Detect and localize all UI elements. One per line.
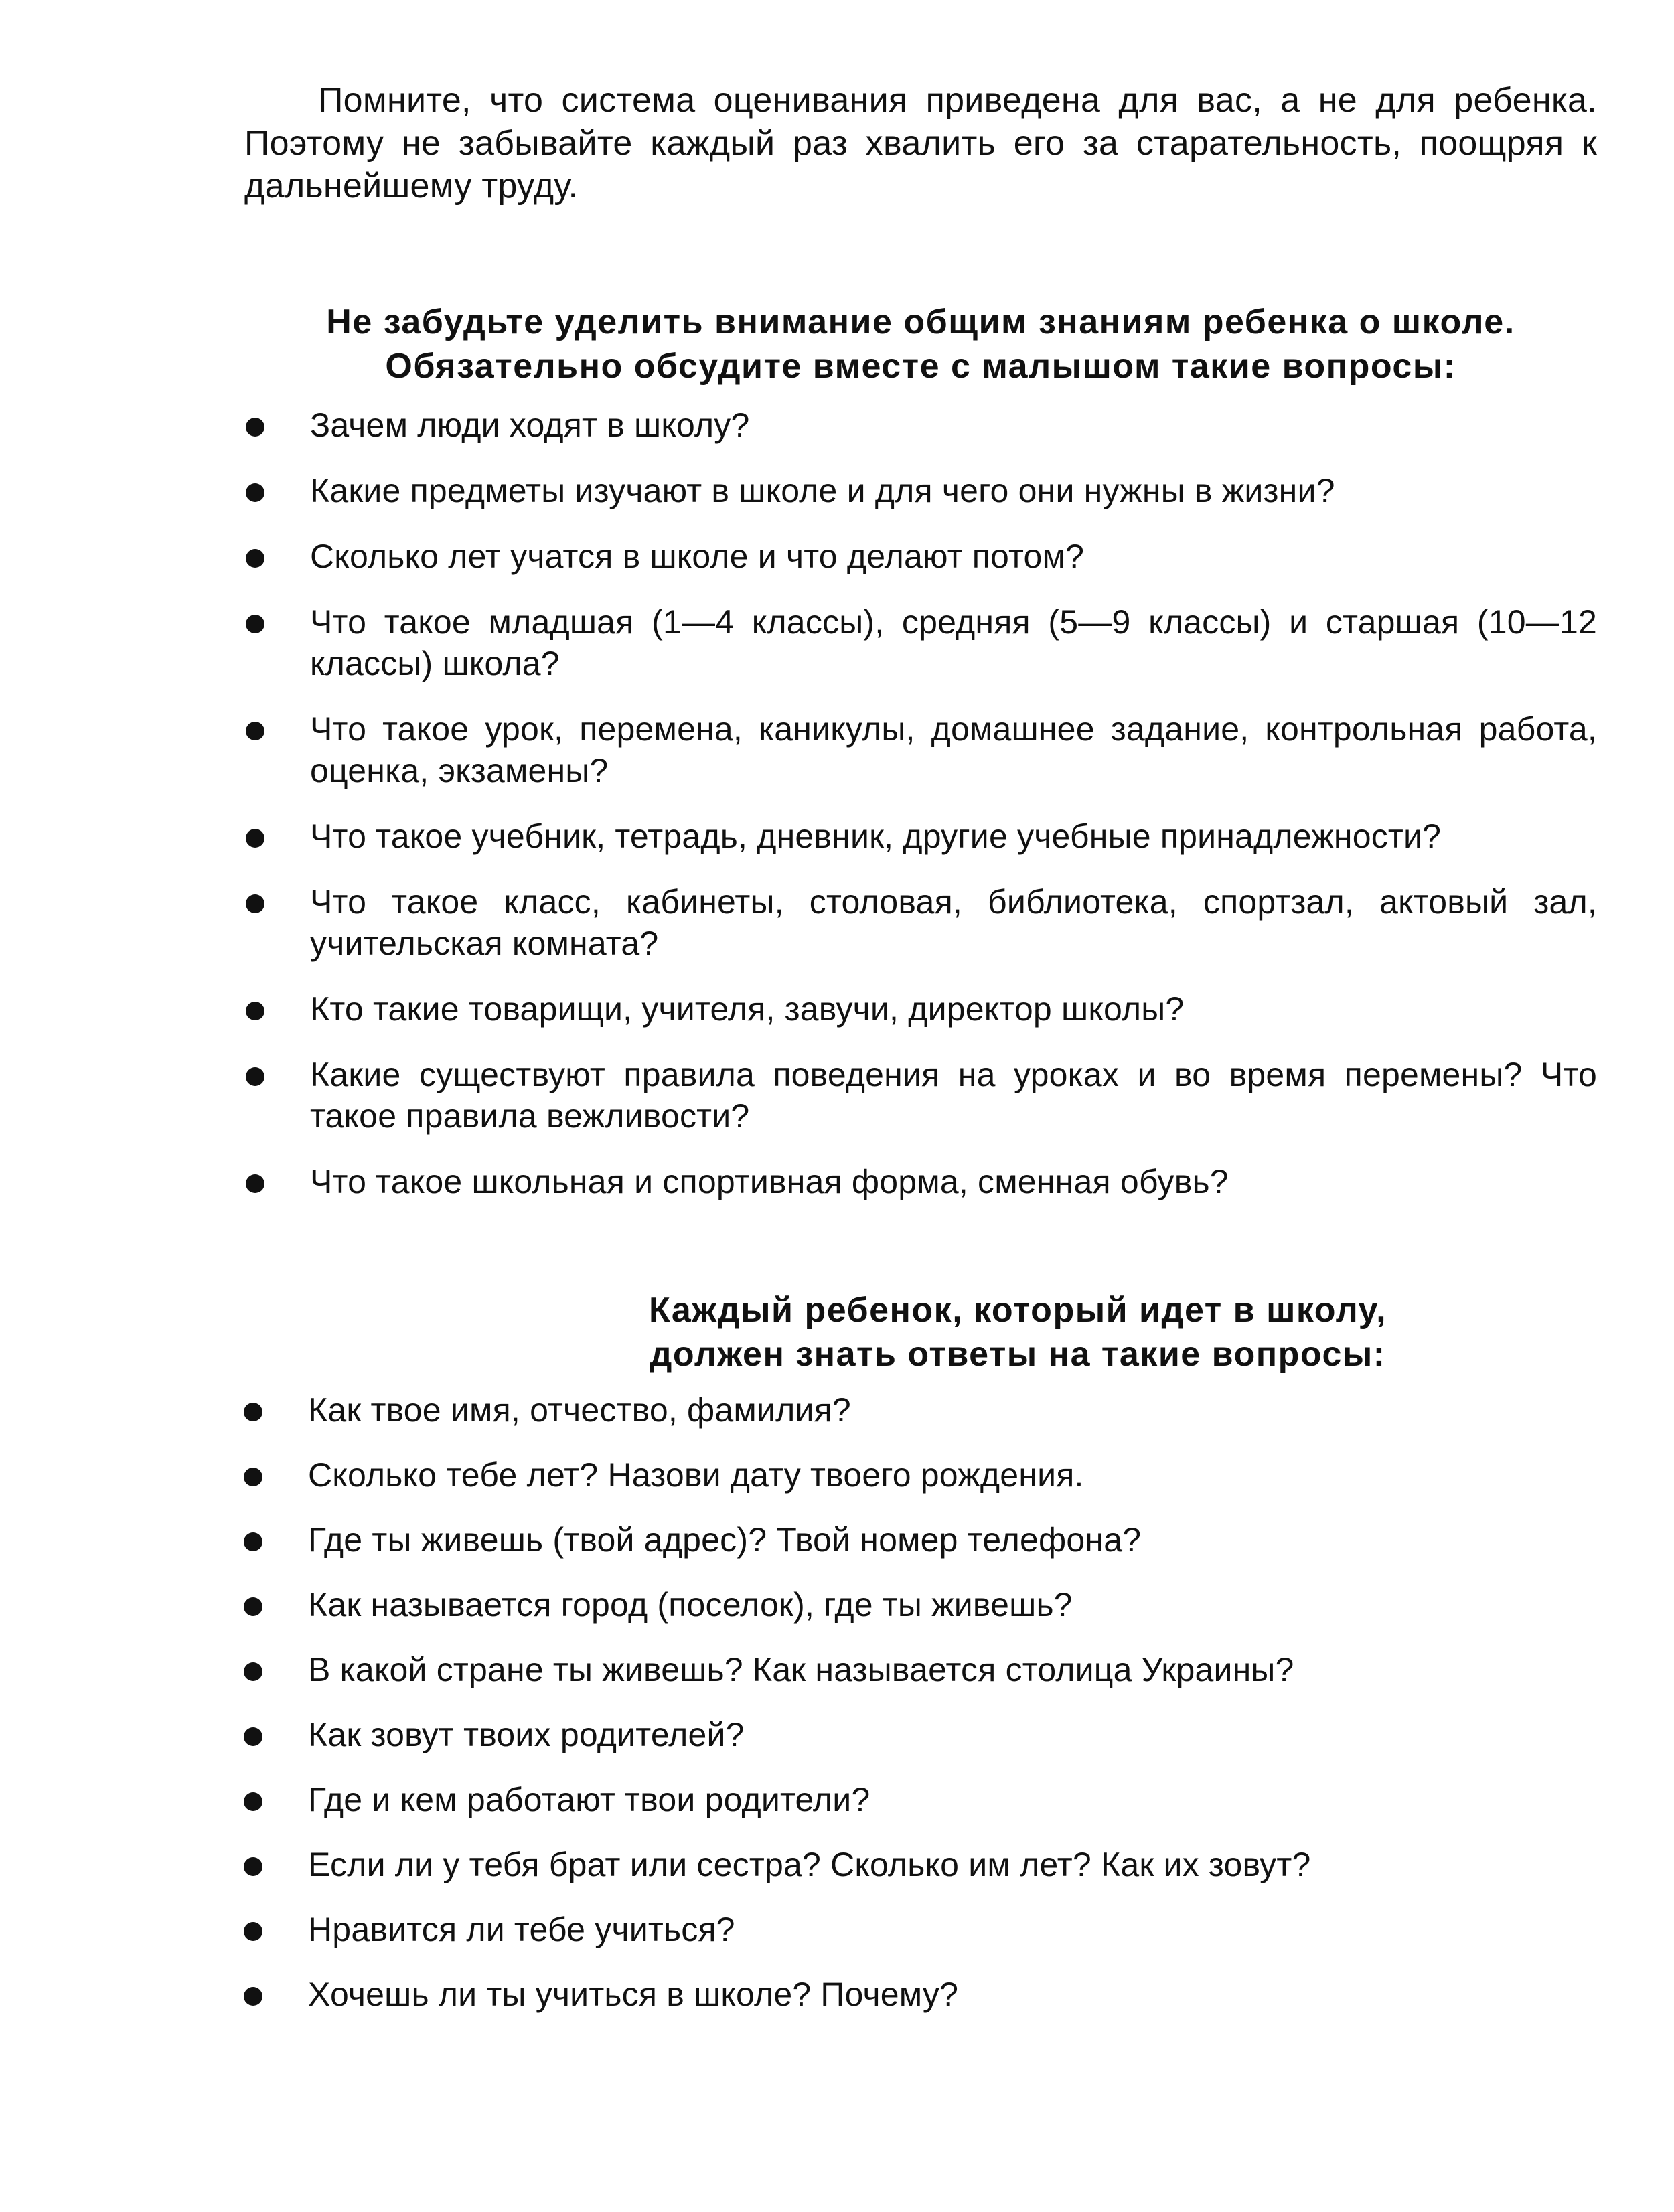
bullet-icon	[246, 1174, 264, 1193]
section2-heading-line1: Каждый ребенок, который идет в школу,	[648, 1291, 1387, 1330]
bullet-icon	[244, 1468, 262, 1486]
list-item-text: Что такое урок, перемена, каникулы, домашнее задание, контрольная работа, оценка, экзамены?	[310, 710, 1597, 789]
list-item-text: Что такое школьная и спортивная форма, сменная обувь?	[310, 1163, 1229, 1200]
list-item	[238, 601, 1597, 684]
list-item	[238, 1054, 1597, 1137]
bullet-icon	[246, 894, 264, 913]
list-item-text: Как зовут твоих родителей?	[308, 1716, 745, 1753]
list-item-text: Какие существуют правила поведения на уроках и во время перемены? Что такое правила вежливости?	[310, 1056, 1597, 1135]
list-item	[236, 1714, 1595, 1755]
bullet-icon	[244, 1922, 262, 1941]
bullet-icon	[246, 722, 264, 740]
bullet-icon	[244, 1662, 262, 1681]
bullet-icon	[244, 1857, 262, 1876]
list-item	[238, 536, 1597, 577]
list-item	[236, 1649, 1595, 1690]
section2-heading	[469, 1288, 1567, 1376]
list-item-text: Что такое класс, кабинеты, столовая, библиотека, спортзал, актовый зал, учительская комната?	[310, 883, 1597, 962]
list-item-text: Зачем люди ходят в школу?	[310, 406, 750, 444]
list-item-text: Сколько лет учатся в школе и что делают потом?	[310, 538, 1085, 575]
list-item	[236, 1909, 1595, 1950]
list-item-text: Если ли у тебя брат или сестра? Сколько им лет? Как их зовут?	[308, 1846, 1311, 1883]
bullet-icon	[246, 1002, 264, 1020]
list-item-text: Как называется город (поселок), где ты живешь?	[308, 1586, 1073, 1624]
list-item-text: Кто такие товарищи, учителя, завучи, директор школы?	[310, 990, 1185, 1028]
section1-heading-line1: Не забудьте уделить внимание общим знаниям ребенка о школе.	[326, 303, 1515, 341]
bullet-icon	[246, 418, 264, 437]
list-item	[238, 470, 1597, 511]
list-item-text: Что такое учебник, тетрадь, дневник, другие учебные принадлежности?	[310, 817, 1442, 855]
bullet-icon	[246, 615, 264, 633]
bullet-icon	[244, 1403, 262, 1421]
section1-heading-line2: Обязательно обсудите вместе с малышом такие вопросы:	[385, 347, 1456, 386]
list-item	[238, 881, 1597, 964]
list-item	[236, 1454, 1595, 1496]
list-item-text: Что такое младшая (1—4 классы), средняя (5—9 классы) и старшая (10—12 классы) школа?	[310, 603, 1597, 682]
list-item-text: В какой стране ты живешь? Как называется столица Украины?	[308, 1651, 1294, 1688]
list-item	[238, 988, 1597, 1030]
list-item	[236, 1584, 1595, 1626]
list-item	[238, 815, 1597, 857]
bullet-icon	[244, 1532, 262, 1551]
list-item-text: Хочешь ли ты учиться в школе? Почему?	[308, 1976, 959, 2013]
bullet-icon	[244, 1792, 262, 1811]
bullet-icon	[246, 1067, 264, 1086]
list-item-text: Где ты живешь (твой адрес)? Твой номер телефона?	[308, 1521, 1142, 1559]
list-item	[236, 1779, 1595, 1820]
list-item	[236, 1844, 1595, 1885]
list-item-text: Сколько тебе лет? Назови дату твоего рождения.	[308, 1456, 1084, 1494]
intro-paragraph: Помните, что система оценивания приведена для вас, а не для ребенка. Поэтому не забывайте каждый раз хвалить его за старательность, поощряя к дальнейшему труду.	[244, 81, 1597, 206]
bullet-icon	[246, 549, 264, 568]
section2-heading-line2: должен знать ответы на такие вопросы:	[650, 1335, 1386, 1374]
list-item	[236, 1519, 1595, 1561]
list-item-text: Нравится ли тебе учиться?	[308, 1911, 735, 1948]
bullet-icon	[244, 1987, 262, 2006]
bullet-icon	[244, 1597, 262, 1616]
list-item-text: Какие предметы изучают в школе и для чего они нужны в жизни?	[310, 472, 1335, 509]
list-item-text: Как твое имя, отчество, фамилия?	[308, 1391, 851, 1429]
list-item	[238, 404, 1597, 446]
list-item-text: Где и кем работают твои родители?	[308, 1781, 870, 1818]
list-item	[238, 708, 1597, 791]
list-item	[238, 1161, 1597, 1202]
section2-question-list	[236, 1389, 1595, 2039]
bullet-icon	[244, 1727, 262, 1746]
section1-heading	[244, 300, 1597, 388]
section1-question-list	[238, 404, 1597, 1227]
bullet-icon	[246, 483, 264, 502]
list-item	[236, 1389, 1595, 1431]
bullet-icon	[246, 829, 264, 848]
list-item	[236, 1974, 1595, 2015]
